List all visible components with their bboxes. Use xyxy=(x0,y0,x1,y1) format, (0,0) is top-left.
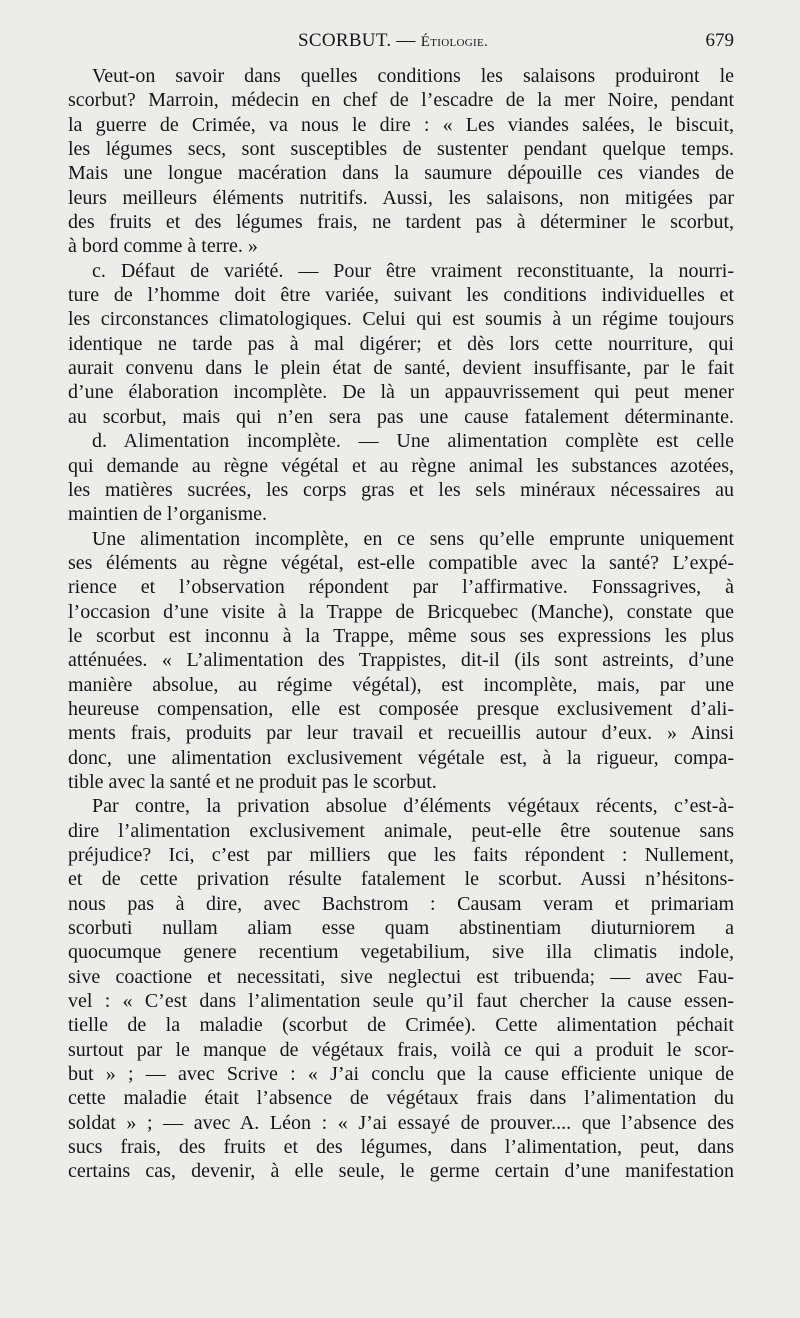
text-line: cette maladie était l’absence de végétaux frais dans l’alimentation du xyxy=(68,1087,734,1110)
text-line: des fruits et des légumes frais, ne tardent pas à déterminer le scorbut, xyxy=(68,211,734,234)
text-line: le scorbut est inconnu à la Trappe, même sous ses expressions les plus xyxy=(68,624,734,647)
text-line: tielle de la maladie (scorbut de Crimée). Cette alimentation péchait xyxy=(68,1014,734,1037)
text-line: sive coactione et necessitati, sive neglectui est tribuenda; — avec Fau- xyxy=(68,965,734,988)
text-line: Une alimentation incomplète, en ce sens qu’elle emprunte uniquement xyxy=(92,527,734,550)
text-line: dire l’alimentation exclusivement animale, peut-elle être soutenue sans xyxy=(68,819,734,842)
text-line: préjudice? Ici, c’est par milliers que les faits répondent : Nullement, xyxy=(68,844,734,866)
text-line: manière absolue, au régime végétal), est incomplète, mais, par une xyxy=(68,673,734,696)
text-line: sucs frais, des fruits et des légumes, dans l’alimentation, peut, dans xyxy=(68,1136,734,1159)
text-line: leurs meilleurs éléments nutritifs. Aussi, les salaisons, non mitigées par xyxy=(68,186,734,209)
text-line: surtout par le manque de végétaux frais, voilà ce qui a produit le scor- xyxy=(68,1038,734,1061)
text-line: nous pas à dire, avec Bachstrom : Causam veram et primariam xyxy=(68,892,734,915)
text-line: les matières sucrées, les corps gras et les sels minéraux nécessaires au xyxy=(68,478,734,501)
text-line: d. Alimentation incomplète. — Une alimentation complète est celle xyxy=(92,430,734,453)
running-head xyxy=(68,30,734,56)
text-line: Par contre, la privation absolue d’éléments végétaux récents, c’est-à- xyxy=(92,795,734,818)
text-line: maintien de l’organisme. xyxy=(68,503,268,526)
text-line: à bord comme à terre. » xyxy=(68,235,258,258)
text-line: but » ; — avec Scrive : « J’ai conclu que la cause efficiente unique de xyxy=(68,1063,734,1086)
section-title: Étiologie. xyxy=(420,34,489,50)
text-line: vel : « C’est dans l’alimentation seule qu’il faut chercher la cause essen- xyxy=(68,990,734,1013)
text-line: la guerre de Crimée, va nous le dire : « Les viandes salées, le biscuit, xyxy=(68,113,734,136)
text-line: ments frais, produits par leur travail et recueillis autour d’eux. » Ainsi xyxy=(68,722,734,745)
chapter-title: SCORBUT. — xyxy=(298,30,416,51)
text-line: scorbuti nullam aliam esse quam abstinentiam diuturniorem a xyxy=(68,917,734,940)
text-line: les circonstances climatologiques. Celui qui est soumis à un régime toujours xyxy=(68,308,734,331)
text-line: identique ne tarde pas à mal digérer; et dès lors cette nourriture, qui xyxy=(68,332,734,355)
text-line: et de cette privation résulte fatalement le scorbut. Aussi n’hésitons- xyxy=(68,868,734,891)
text-line: qui demande au règne végétal et au règne animal les substances azotées, xyxy=(68,454,734,477)
text-line: ses éléments au règne végétal, est-elle compatible avec la santé? L’expé- xyxy=(68,551,734,574)
running-head-title xyxy=(298,30,488,52)
text-line: Mais une longue macération dans la saumure dépouille ces viandes de xyxy=(68,162,734,185)
text-line: Veut-on savoir dans quelles conditions les salaisons produiront le xyxy=(92,65,734,87)
text-line: ture de l’homme doit être variée, suivant les conditions individuelles et xyxy=(68,284,734,307)
text-line: au scorbut, mais qui n’en sera pas une cause fatalement déterminante. xyxy=(68,405,734,428)
text-line: rience et l’observation répondent par l’affirmative. Fonssagrives, à xyxy=(68,576,734,599)
text-line: c. Défaut de variété. — Pour être vraiment reconstituante, la nourri- xyxy=(92,259,734,282)
text-line: donc, une alimentation exclusivement végétale est, à la rigueur, compa- xyxy=(68,746,734,769)
text-line: heureuse compensation, elle est composée presque exclusivement d’ali- xyxy=(68,697,734,720)
text-line: tible avec la santé et ne produit pas le scorbut. xyxy=(68,770,437,793)
text-line: scorbut? Marroin, médecin en chef de l’escadre de la mer Noire, pendant xyxy=(68,89,734,112)
text-line: d’une élaboration incomplète. De là un appauvrissement qui peut mener xyxy=(68,381,734,404)
page-number: 679 xyxy=(705,30,734,51)
body-text xyxy=(68,64,734,1184)
text-line: atténuées. « L’alimentation des Trappistes, dit-il (ils sont astreints, d’une xyxy=(68,649,734,672)
text-line: quocumque genere recentium vegetabilium, sive illa climatis indole, xyxy=(68,941,734,964)
text-line: soldat » ; — avec A. Léon : « J’ai essayé de prouver.... que l’absence des xyxy=(68,1111,734,1134)
text-line: l’occasion d’une visite à la Trappe de Bricquebec (Manche), constate que xyxy=(68,600,734,623)
text-line: aurait convenu dans le plein état de santé, devient insuffisante, par le fait xyxy=(68,357,734,380)
text-line: certains cas, devenir, à elle seule, le germe certain d’une manifestation xyxy=(68,1160,734,1183)
text-line: les légumes secs, sont susceptibles de sustenter pendant quelque temps. xyxy=(68,138,734,161)
